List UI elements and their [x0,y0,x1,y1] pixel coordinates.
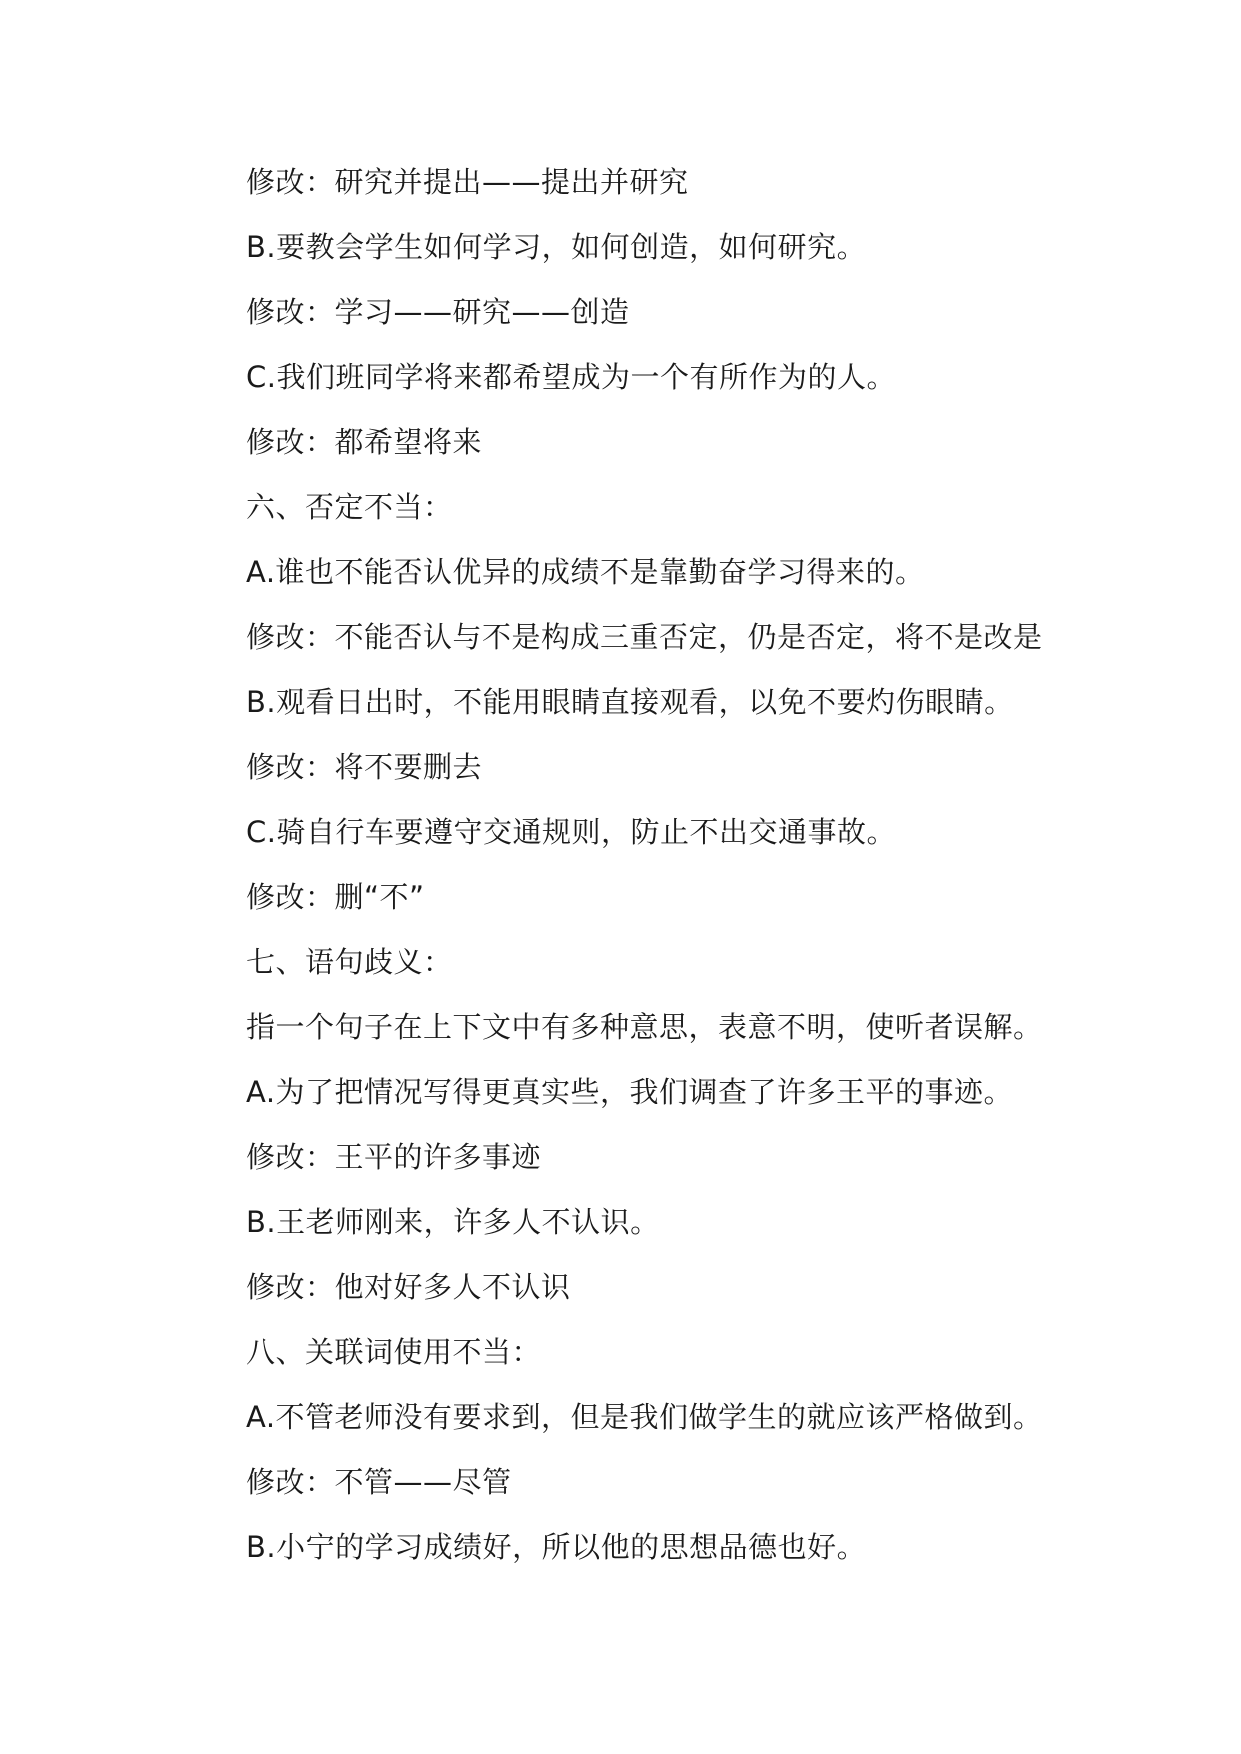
text-line: C.我们班同学将来都希望成为一个有所作为的人。 [246,360,896,394]
document-body [246,155,1146,1585]
text-line: 指一个句子在上下文中有多种意思，表意不明，使听者误解。 [246,1010,1043,1044]
section-heading: 七、语句歧义： [246,945,453,979]
text-line: A.为了把情况写得更真实些，我们调查了许多王平的事迹。 [246,1075,1014,1109]
section-heading: 六、否定不当： [246,490,453,524]
text-line: 修改：学习——研究——创造 [246,295,630,329]
text-line: 修改：删“不” [246,880,425,914]
text-line: 修改：他对好多人不认识 [246,1270,571,1304]
text-line: 修改：都希望将来 [246,425,483,459]
text-line: 修改：王平的许多事迹 [246,1140,542,1174]
text-line: C.骑自行车要遵守交通规则，防止不出交通事故。 [246,815,896,849]
text-line: B.王老师刚来，许多人不认识。 [246,1205,660,1239]
text-line: B.小宁的学习成绩好，所以他的思想品德也好。 [246,1530,867,1564]
text-line: 修改：不管——尽管 [246,1465,512,1499]
section-heading: 八、关联词使用不当： [246,1335,542,1369]
text-line: 修改：不能否认与不是构成三重否定，仍是否定，将不是改是 [246,620,1043,654]
text-line: B.观看日出时，不能用眼睛直接观看，以免不要灼伤眼睛。 [246,685,1014,719]
text-line: A.不管老师没有要求到，但是我们做学生的就应该严格做到。 [246,1400,1043,1434]
text-line: 修改：研究并提出——提出并研究 [246,165,689,199]
text-line: B.要教会学生如何学习，如何创造，如何研究。 [246,230,867,264]
text-line: 修改：将不要删去 [246,750,483,784]
text-line: A.谁也不能否认优异的成绩不是靠勤奋学习得来的。 [246,555,925,589]
